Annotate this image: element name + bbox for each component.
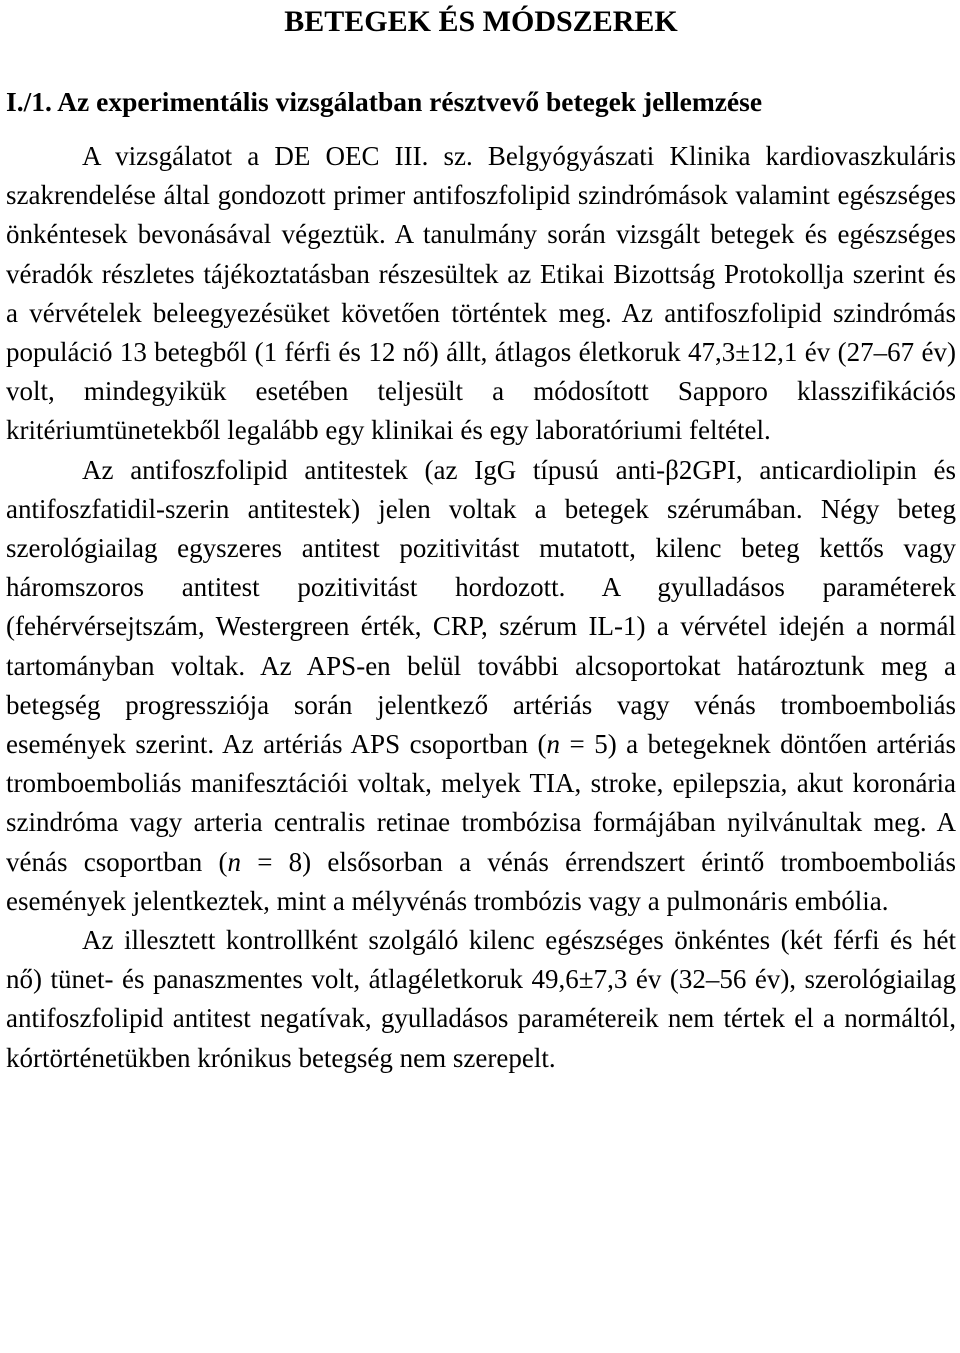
- paragraph-patients: A vizsgálatot a DE OEC III. sz. Belgyógyászati Klinika kardiovaszkuláris szakrendelése által gondozott primer antifoszfolipid szindrómások valamint egészséges önkéntesek bevonásával végeztük. A tanulmány során vizsgált betegek és egészséges véradók részletes tájékoztatásban részesültek az Etikai Bizottság Protokollja szerint és a vérvételek beleegyezésüket követően történtek meg. Az antifoszfolipid szindrómás populáció 13 betegből (1 férfi és 12 nő) állt, átlagos életkoruk 47,3±12,1 év (27–67 év) volt, mindegyikük esetében teljesült a módosított Sapporo klasszifikációs kritériumtünetekből legalább egy klinikai és egy laboratóriumi feltétel.: [6, 141, 956, 446]
- n-symbol-venous: n: [227, 846, 241, 877]
- n-symbol-arterial: n: [546, 729, 561, 760]
- paragraph-antibodies-text-2: = 5) a betegeknek döntően artériás tromboemboliás manifesztációi voltak, melyek TIA, stroke, epilepszia, akut koronária szindróma vagy arteria centralis retinae trombózisa formájában nyilvánultak meg. A vénás csoportban (: [6, 729, 956, 877]
- paragraph-antibodies-text-1: Az antifoszfolipid antitestek (az IgG típusú anti-β2GPI, anticardiolipin és antifoszfatidil-szerin antitestek) jelen voltak a betegek szérumában. Négy beteg szerológiailag egyszeres antitest pozitivitást mutatott, kilenc beteg kettős vagy háromszoros antitest pozitivitást hordozott. A gyulladásos paraméterek (fehérvérsejtszám, Westergreen érték, CRP, szérum IL-1) a vérvétel idején a normál tartományban voltak. Az APS-en belül további alcsoportokat határoztunk meg a betegség progressziója során jelentkező artériás vagy vénás tromboemboliás események szerint. Az artériás APS csoportban (: [6, 454, 956, 760]
- paragraph-antibodies: [6, 451, 956, 921]
- page-title: BETEGEK ÉS MÓDSZEREK: [284, 5, 678, 38]
- paragraph-antibodies-text-3: = 8) elsősorban a vénás érrendszert érintő tromboemboliás események jelentkeztek, mint a mélyvénás trombózis vagy a pulmonáris embólia.: [6, 846, 957, 916]
- section-heading: I./1. Az experimentális vizsgálatban résztvevő betegek jellemzése: [6, 86, 763, 117]
- paragraph-controls: Az illesztett kontrollként szolgáló kilenc egészséges önkéntes (két férfi és hét nő) tünet- és panaszmentes volt, átlagéletkoruk 49,6±7,3 év (32–56 év), szerológiailag antifoszfolipid antitest negatívak, gyulladásos paramétereik nem tértek el a normáltól, kórtörténetükben krónikus betegség nem szerepelt.: [6, 925, 956, 1073]
